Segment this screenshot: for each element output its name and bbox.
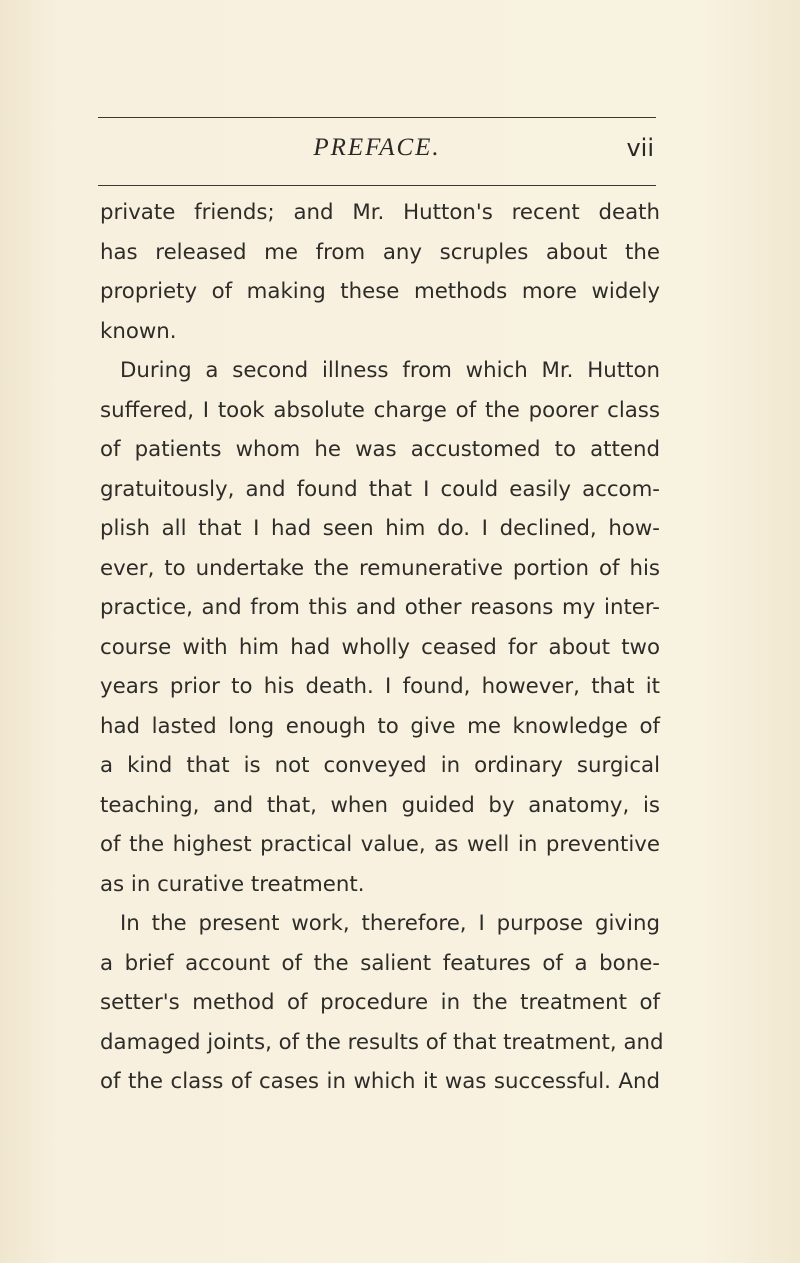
text-line: damaged joints, of the results of that treatment, and	[100, 1029, 664, 1055]
text-line: of the class of cases in which it was successful. And	[100, 1069, 660, 1094]
header-bottom-rule	[98, 185, 656, 186]
text-line: gratuitously, and found that I could easily accom-	[100, 476, 660, 502]
text-line: setter's method of procedure in the treatment of	[100, 990, 660, 1015]
text-line: suffered, I took absolute charge of the poorer class	[100, 397, 660, 423]
page-title: PREFACE.	[313, 134, 441, 161]
text-line: years prior to his death. I found, however, that it	[100, 674, 660, 699]
header-top-rule	[98, 117, 656, 118]
running-head	[98, 128, 656, 168]
page-number: vii	[626, 134, 654, 162]
text-line: private friends; and Mr. Hutton's recent death	[100, 200, 660, 225]
text-line: as in curative treatment.	[100, 871, 365, 897]
text-line: of patients whom he was accustomed to attend	[100, 437, 660, 462]
text-line: has released me from any scruples about the	[100, 239, 660, 265]
text-line: a brief account of the salient features of a bone-	[100, 950, 660, 976]
text-line: of the highest practical value, as well in preventive	[100, 832, 660, 857]
text-line: teaching, and that, when guided by anatomy, is	[100, 792, 660, 818]
text-line: plish all that I had seen him do. I declined, how-	[100, 516, 660, 541]
text-line: had lasted long enough to give me knowledge of	[100, 713, 660, 739]
text-line: ever, to undertake the remunerative portion of his	[100, 555, 660, 581]
text-line: course with him had wholly ceased for about two	[100, 634, 660, 660]
body-text	[100, 193, 664, 1102]
text-line: In the present work, therefore, I purpose giving	[120, 911, 660, 936]
text-line: a kind that is not conveyed in ordinary surgical	[100, 753, 660, 778]
text-line: propriety of making these methods more widely	[100, 279, 660, 304]
text-line: known.	[100, 318, 177, 344]
text-line: practice, and from this and other reasons my inter-	[100, 595, 660, 620]
text-line: During a second illness from which Mr. Hutton	[120, 358, 660, 383]
